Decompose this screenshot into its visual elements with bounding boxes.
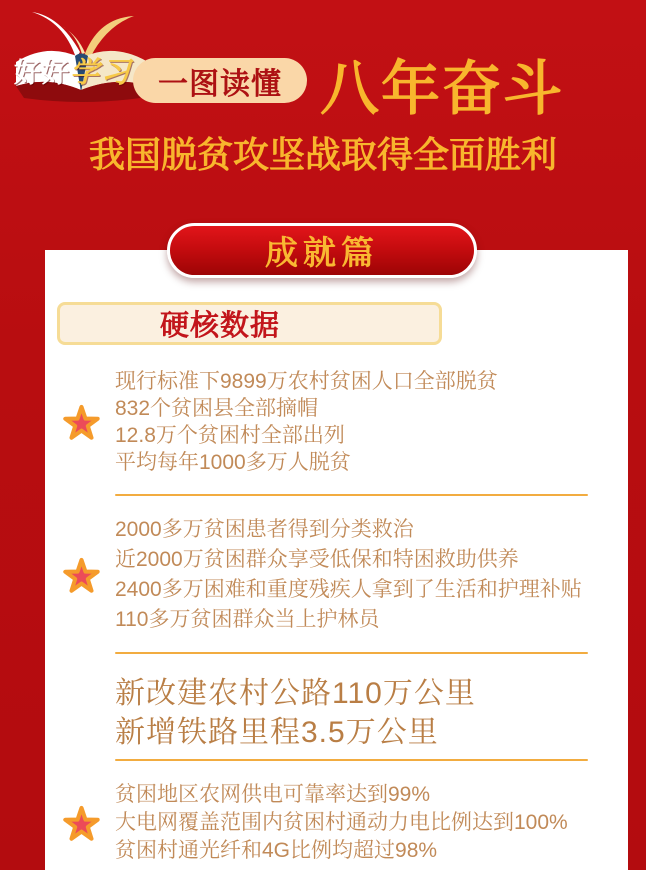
stat-line: 2000多万贫困患者得到分类救治	[115, 518, 414, 541]
star-icon	[63, 805, 100, 842]
logo-text	[14, 50, 132, 91]
divider	[115, 759, 588, 761]
logo-text-script: 学习	[70, 57, 133, 89]
badge-label: 一图读懂	[158, 67, 282, 101]
subtitle: 我国脱贫攻坚战取得全面胜利	[88, 134, 557, 175]
stat-line: 现行标准下9899万农村贫困人口全部脱贫	[115, 370, 498, 393]
stat-line: 平均每年1000多万人脱贫	[115, 451, 351, 474]
achievements-section-label: 成就篇	[265, 234, 379, 271]
star-icon	[63, 557, 100, 594]
achievements-section-button[interactable]	[167, 223, 477, 278]
data-sections	[115, 368, 615, 865]
stat-line-large: 新改建农村公路110万公里	[115, 677, 476, 710]
social-assistance-stats-section	[115, 515, 615, 635]
logo-text-bold: 好好	[14, 58, 70, 88]
stat-line: 12.8万个贫困村全部出列	[115, 424, 345, 447]
stat-line: 832个贫困县全部摘帽	[115, 397, 319, 420]
infrastructure-stats-section	[115, 674, 615, 752]
poverty-relief-stats-section	[115, 368, 615, 476]
divider	[115, 494, 588, 496]
stat-line: 贫困地区农网供电可靠率达到99%	[115, 783, 431, 806]
hard-data-header-label: 硬核数据	[160, 310, 281, 342]
content-card	[45, 250, 628, 870]
main-title: 八年奋斗	[320, 56, 565, 122]
hard-data-header-box	[57, 302, 442, 345]
read-in-one-image-badge	[133, 58, 307, 103]
star-icon	[63, 404, 100, 441]
stat-line-large: 新增铁路里程3.5万公里	[115, 716, 439, 749]
stat-line: 2400多万困难和重度残疾人拿到了生活和护理补贴	[115, 578, 582, 601]
stat-line: 近2000万贫困群众享受低保和特困救助供养	[115, 548, 519, 571]
stat-line: 110多万贫困群众当上护林员	[115, 608, 380, 631]
stat-line: 贫困村通光纤和4G比例均超过98%	[115, 839, 438, 862]
power-network-stats-section	[115, 781, 615, 865]
divider	[115, 652, 588, 654]
stat-line: 大电网覆盖范围内贫困村通动力电比例达到100%	[115, 811, 568, 834]
